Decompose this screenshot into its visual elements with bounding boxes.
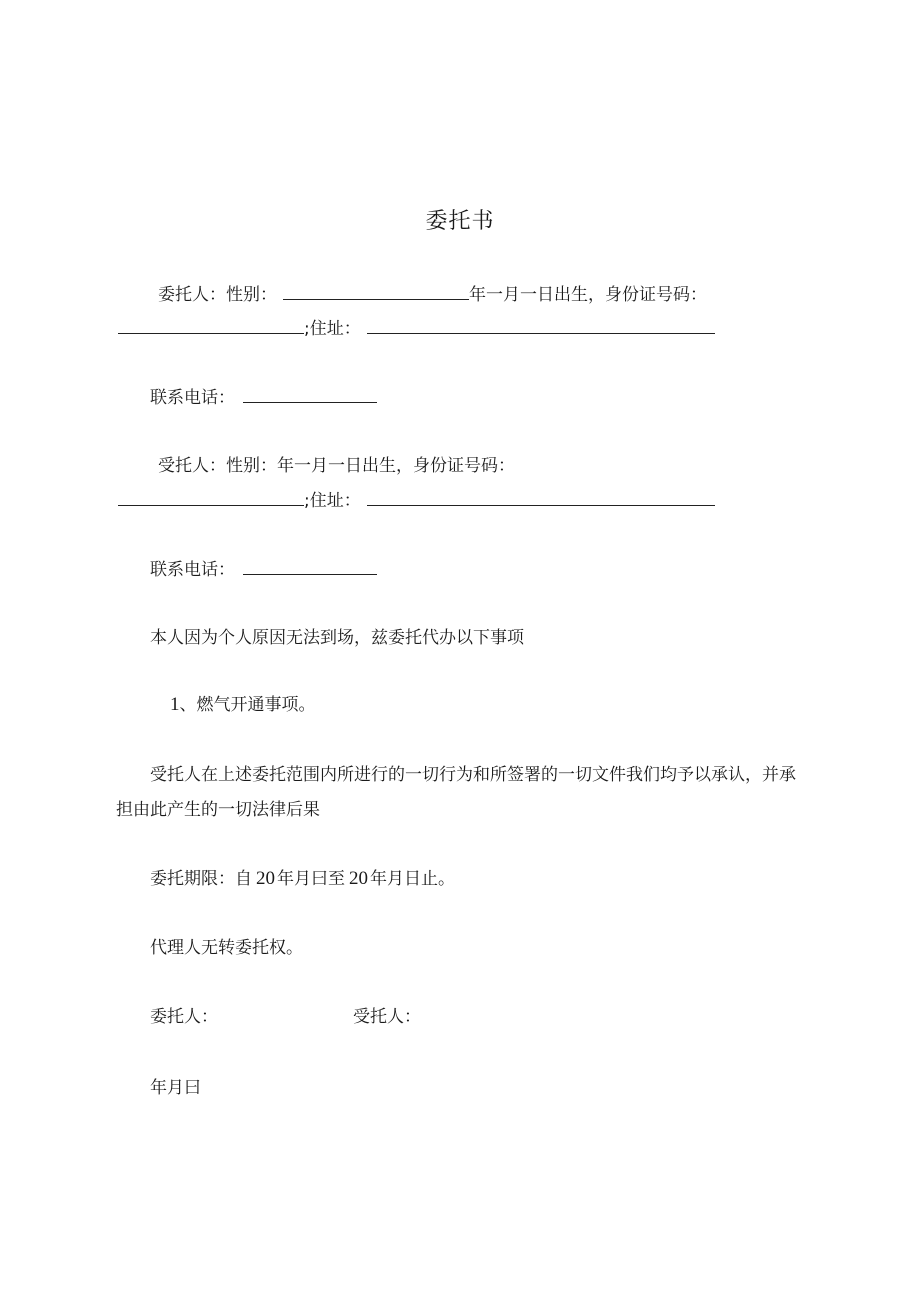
agent-signature-label: 受托人： — [353, 1007, 421, 1027]
principal-address-blank[interactable] — [367, 319, 715, 334]
agent-address-blank[interactable] — [367, 491, 715, 506]
authority-text-line-1: 受托人在上述委托范围内所进行的一切行为和所签署的一切文件我们均予以承认，并承 — [150, 765, 796, 785]
principal-phone-line — [150, 387, 377, 409]
principal-phone-label: 联系电话： — [150, 388, 235, 408]
principal-gender-label: 委托人：性别： — [158, 285, 277, 305]
statement-text: 本人因为个人原因无法到场，兹委托代办以下事项 — [150, 628, 524, 648]
agent-line-1: 受托人：性别：年一月一日出生，身份证号码： — [158, 456, 515, 476]
term-end: 年月日止。 — [370, 869, 455, 889]
term-line — [150, 868, 455, 890]
principal-line-1 — [158, 284, 707, 306]
agent-id-number-blank[interactable] — [118, 491, 304, 506]
principal-signature-label: 委托人： — [150, 1007, 218, 1027]
document-title: 委托书 — [425, 209, 495, 234]
signature-line — [150, 1006, 421, 1028]
date-line: 年月曰 — [150, 1078, 201, 1098]
term-middle: 年月曰至 — [277, 869, 345, 889]
agent-phone-blank[interactable] — [243, 560, 377, 575]
principal-gender-blank[interactable] — [283, 285, 469, 300]
principal-address-label: ;住址： — [304, 319, 361, 339]
no-sub-delegation-text: 代理人无转委托权。 — [150, 938, 303, 958]
principal-birth-id-label: 年一月一日出生，身份证号码： — [469, 285, 707, 305]
agent-address-label: ;住址： — [304, 491, 361, 511]
agent-phone-line — [150, 559, 377, 581]
term-year-prefix-end: 20 — [349, 868, 368, 889]
principal-id-number-blank[interactable] — [118, 319, 304, 334]
delegated-item — [170, 694, 316, 716]
principal-phone-blank[interactable] — [243, 388, 377, 403]
authority-text-line-2: 担由此产生的一切法律后果 — [116, 800, 320, 820]
term-label: 委托期限：自 — [150, 869, 252, 889]
agent-phone-label: 联系电话： — [150, 560, 235, 580]
item-number: 1 — [170, 694, 180, 715]
principal-line-2 — [118, 318, 715, 340]
agent-line-2 — [118, 490, 715, 512]
item-text: 、燃气开通事项。 — [179, 695, 316, 715]
term-year-prefix-start: 20 — [256, 868, 275, 889]
